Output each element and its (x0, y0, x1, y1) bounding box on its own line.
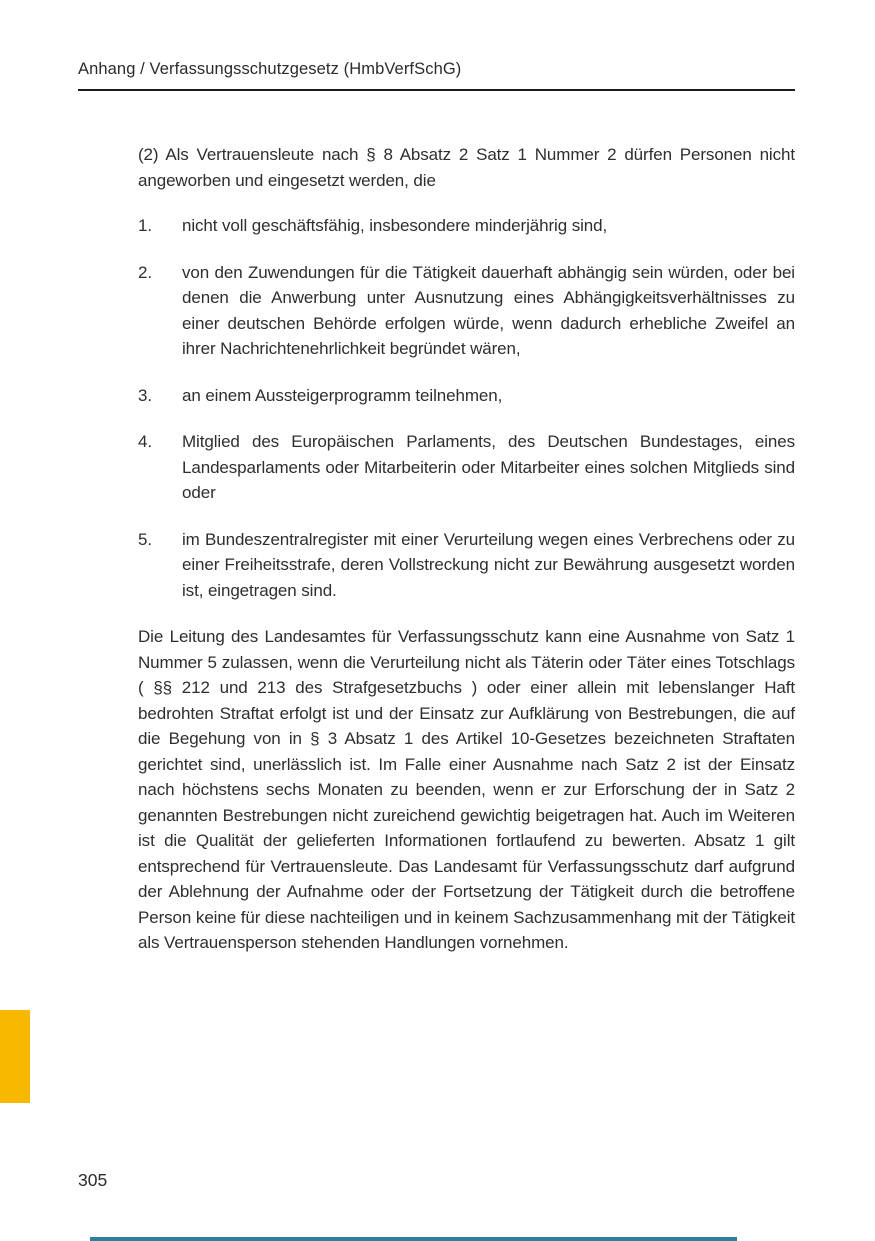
list-text: nicht voll geschäftsfähig, insbesondere minderjährig sind, (182, 216, 608, 235)
document-body (138, 142, 795, 976)
header-rule (78, 89, 795, 91)
list-text: an einem Aussteigerprogramm teilnehmen, (182, 385, 503, 405)
list-number: 3. (138, 385, 152, 405)
paragraph-closing: Die Leitung des Landesamtes für Verfassungsschutz kann eine Ausnahme von Satz 1 Nummer 5 zulassen, wenn die Verurteilung nicht als Täterin oder Täter eines Totschlags ( §§ 212 und 213 des Strafgesetzbuchs ) oder einer allein mit lebenslanger Haft bedrohten Straftat erfolgt ist und der Einsatz zur Aufklärung von Bestrebungen, die auf die Begehung von in § 3 Absatz 1 des Artikel 10-Gesetzes bezeichneten Straftaten gerichtet sind, unerlässlich ist. Im Falle einer Ausnahme nach Satz 2 ist der Einsatz nach höchstens sechs Monaten zu beenden, wenn er zur Erforschung der in Satz 2 genannten Bestrebungen nicht zureichend gewichtig beigetragen hat. Auch im Weiteren ist die Qualität der gelieferten Informationen fortlaufend zu bewerten. Absatz 1 gilt entsprechend für Vertrauensleute. Das Landesamt für Verfassungsschutz darf aufgrund der Ablehnung der Aufnahme oder der Fortsetzung der Tätigkeit durch die betroffene Person keine für diese nachteiligen und in keinem Sachzusammenhang mit der Tätigkeit als Vertrauensperson stehenden Handlungen vornehmen. (138, 627, 795, 952)
list-number: 4. (138, 432, 152, 451)
numbered-list (138, 213, 795, 603)
list-number: 2. (138, 262, 152, 282)
list-text: Mitglied des Europäischen Parlaments, des Deutschen Bundestages, eines Landesparlaments oder Mitarbeiterin oder Mitarbeiter eines solchen Mitglieds sind oder (182, 432, 795, 502)
paragraph-intro: (2) Als Vertrauensleute nach § 8 Absatz 2 Satz 1 Nummer 2 dürfen Personen nicht angeworben und eingesetzt werden, die (138, 145, 795, 190)
list-number: 5. (138, 529, 152, 549)
bottom-accent-bar (90, 1237, 737, 1241)
list-item-3 (138, 383, 795, 409)
list-text: von den Zuwendungen für die Tätigkeit dauerhaft abhängig sein würden, oder bei denen die Anwerbung unter Ausnutzung eines Abhängigkeitsverhältnisses zu einer deutschen Behörde erfolgen würde, wenn dadurch erhebliche Zweifel an ihrer Nachrichtenehrlichkeit begründet wären, (182, 262, 795, 358)
list-item-2 (138, 260, 795, 362)
margin-highlight-marker (0, 1010, 30, 1103)
list-text: im Bundeszentralregister mit einer Verurteilung wegen eines Verbrechens oder zu einer Freiheitsstrafe, deren Vollstreckung nicht zur Bewährung ausgesetzt worden ist, eingetragen sind. (182, 529, 795, 600)
list-item-1 (138, 213, 795, 239)
list-item-5 (138, 527, 795, 604)
running-header: Anhang / Verfassungsschutzgesetz (HmbVerfSchG) (78, 60, 462, 78)
list-item-4 (138, 429, 795, 506)
page-number: 305 (78, 1170, 108, 1190)
list-number: 1. (138, 216, 152, 235)
